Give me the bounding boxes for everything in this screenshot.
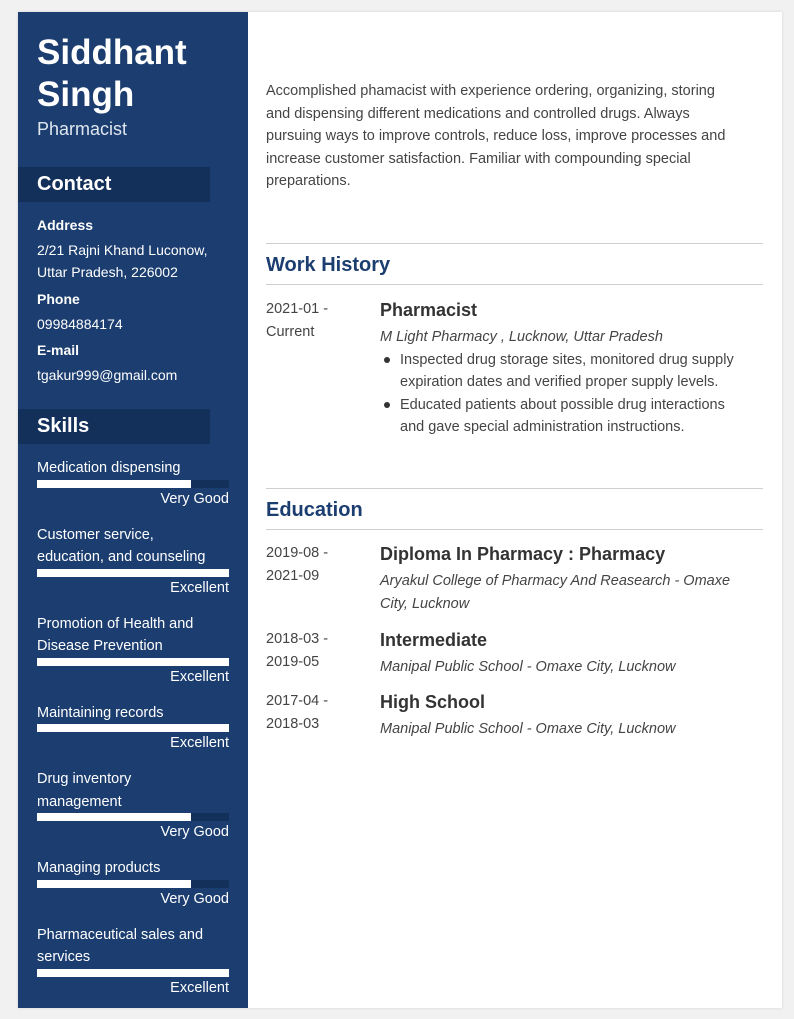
- phone-block: [37, 291, 237, 335]
- skill-name-cont: education, and counseling: [37, 549, 206, 565]
- summary-line: pursuing ways to improve controls, reduce loss, improve processes and: [266, 128, 726, 144]
- school-line: City, Lucknow: [380, 595, 470, 612]
- skill-name: Promotion of Health and: [37, 615, 194, 632]
- edu-details: [380, 628, 763, 679]
- skill-bar-fill: [37, 658, 229, 666]
- work-details: [380, 298, 763, 439]
- skill-level: Excellent: [170, 735, 229, 751]
- email-label: E-mail: [37, 342, 80, 358]
- skill-item: [37, 702, 229, 755]
- skill-level: Excellent: [170, 668, 229, 685]
- skill-level: Excellent: [170, 979, 229, 996]
- skill-name-cont: management: [37, 793, 122, 810]
- job-duties: [380, 349, 763, 439]
- skill-item: [37, 768, 229, 843]
- skill-bar-fill: [37, 813, 191, 821]
- sidebar: [18, 12, 248, 1008]
- skill-bar-fill: [37, 969, 229, 977]
- degree-title: High School: [380, 692, 485, 712]
- date-end: Current: [266, 323, 315, 340]
- school-name: [380, 570, 763, 615]
- skills-heading: Skills: [18, 409, 210, 444]
- candidate-title: Pharmacist: [37, 119, 128, 139]
- edu-details: [380, 542, 763, 615]
- skill-bar-fill: [37, 569, 229, 577]
- degree-title: Intermediate: [380, 630, 488, 650]
- skill-bar-fill: [37, 724, 229, 732]
- duty-line: Inspected drug storage sites, monitored drug supply: [400, 351, 734, 368]
- edu-details: [380, 690, 763, 741]
- date-start: 2019-08 -: [266, 545, 329, 561]
- duty-item: [400, 349, 763, 394]
- summary-line: preparations.: [266, 173, 351, 189]
- duty-item: [400, 394, 763, 439]
- school-name: Manipal Public School - Omaxe City, Lucknow: [380, 721, 676, 737]
- skill-bar: [37, 569, 229, 577]
- duty-line: expiration dates and verified proper supply levels.: [400, 374, 719, 390]
- phone-value: 09984884174: [37, 316, 123, 332]
- summary-line: Accomplished phamacist with experience ordering, organizing, storing: [266, 83, 715, 99]
- phone-label: Phone: [37, 291, 80, 307]
- email-value: tgakur999@gmail.com: [37, 367, 178, 383]
- date-start: 2018-03 -: [266, 631, 329, 647]
- skill-item: [37, 524, 229, 599]
- skill-name-cont: Disease Prevention: [37, 638, 163, 654]
- skill-bar: [37, 658, 229, 666]
- date-end: 2019-05: [266, 653, 320, 670]
- address-label: Address: [37, 217, 94, 233]
- employer: M Light Pharmacy , Lucknow, Uttar Pradesh: [380, 329, 663, 345]
- date-end: 2021-09: [266, 567, 320, 584]
- skill-name: Pharmaceutical sales and: [37, 926, 204, 943]
- skill-name-cont: services: [37, 949, 91, 965]
- skill-bar: [37, 480, 229, 488]
- date-end: 2018-03: [266, 715, 320, 732]
- work-date: [266, 298, 356, 343]
- skill-bar: [37, 969, 229, 977]
- skill-bar-fill: [37, 480, 191, 488]
- school-name: Manipal Public School - Omaxe City, Lucknow: [380, 659, 676, 675]
- skill-level: Excellent: [170, 579, 229, 596]
- job-title: Pharmacist: [380, 300, 478, 320]
- email-block: [37, 342, 237, 386]
- skills-list: [37, 457, 229, 1013]
- school-line: Aryakul College of Pharmacy And Reasearch - Omaxe: [380, 573, 731, 589]
- education-heading: Education: [266, 488, 763, 530]
- skill-bar: [37, 724, 229, 732]
- skill-bar-fill: [37, 880, 191, 888]
- candidate-name: Siddhant Singh: [37, 33, 187, 114]
- professional-summary: [266, 80, 763, 193]
- skill-level: Very Good: [160, 490, 229, 507]
- skill-name: Maintaining records: [37, 704, 164, 721]
- skill-item: [37, 857, 229, 910]
- summary-line: and dispensing different medications and controlled drugs. Always: [266, 105, 690, 122]
- skill-item: [37, 924, 229, 999]
- edu-date: [266, 542, 356, 587]
- skill-name: Managing products: [37, 860, 161, 876]
- work-history-heading: Work History: [266, 243, 763, 285]
- skill-bar: [37, 813, 229, 821]
- address-line-2: Uttar Pradesh, 226002: [37, 264, 178, 280]
- address-line-1: 2/21 Rajni Khand Luconow,: [37, 242, 208, 258]
- contact-heading: Contact: [18, 167, 210, 202]
- skill-name: Drug inventory: [37, 771, 132, 787]
- address-block: [37, 217, 237, 283]
- duty-line: and gave special administration instructions.: [400, 419, 685, 435]
- duty-line: Educated patients about possible drug interactions: [400, 396, 725, 413]
- skill-name: Medication dispensing: [37, 460, 181, 476]
- skill-item: [37, 613, 229, 688]
- skill-item: [37, 457, 229, 510]
- skill-level: Very Good: [160, 824, 229, 840]
- skill-level: Very Good: [160, 890, 229, 907]
- skill-bar: [37, 880, 229, 888]
- degree-title: Diploma In Pharmacy : Pharmacy: [380, 544, 666, 564]
- date-start: 2017-04 -: [266, 693, 329, 709]
- summary-line: increase customer satisfaction. Familiar with compounding special: [266, 150, 691, 167]
- edu-date: [266, 628, 356, 673]
- skill-name: Customer service,: [37, 526, 154, 543]
- date-start: 2021-01 -: [266, 301, 329, 317]
- resume-page: [18, 12, 782, 1008]
- edu-date: [266, 690, 356, 735]
